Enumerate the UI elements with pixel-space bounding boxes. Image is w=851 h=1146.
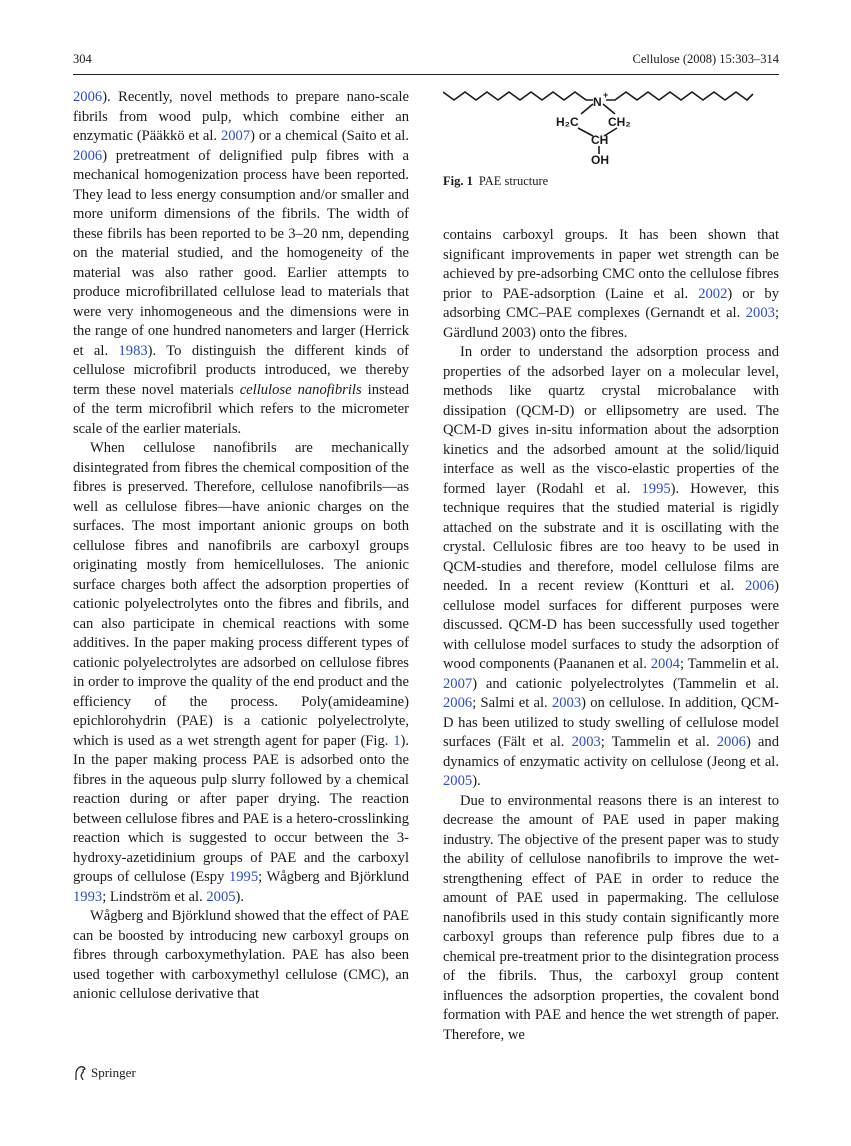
text-run: ). In the paper making process PAE is adsorbed onto the fibres in the aqueous pulp slurry followed by a chemical reaction during or after paper drying. The reaction between cellulose fibres and PAE is a hetero-crosslinking reaction which is suggested to occur between the 3-hydroxy-azetidinium groups of PAE and the carboxyl groups of cellulose (Espy <box>73 732 409 885</box>
charge-label: + <box>603 90 609 100</box>
publisher-name: Springer <box>91 1065 136 1080</box>
paragraph <box>443 343 779 792</box>
text-run: ). <box>472 773 481 789</box>
text-run: ) or a chemical (Saito et al. <box>250 128 410 144</box>
nitrogen-label: N <box>593 95 602 109</box>
text-run: In order to understand the adsorption process and properties of the adsorbed layer on a molecular level, methods like quartz crystal microbalance with dissipation (QCM-D) or ellipsometry are used. The QCM-D gives in-situ information about the adsorption kinetics and the adsorbed amount at the solid/liquid interface as well as the visco-elastic properties of the formed layer (Rodahl et al. <box>443 344 779 497</box>
paragraph <box>443 792 779 1046</box>
paragraph <box>73 88 409 439</box>
citation-link[interactable]: 2004 <box>650 656 680 672</box>
journal-reference: Cellulose (2008) 15:303–314 <box>632 52 779 66</box>
figure-link[interactable]: 1 <box>393 732 401 749</box>
citation-link[interactable]: 2002 <box>698 285 728 302</box>
text-run: Wågberg and Björklund showed that the effect of PAE can be boosted by introducing new carboxyl groups on fibres through carboxymethylation. PAE has also been used together with carboxymethyl cellulose (CMC), an anionic cellulose derivative that <box>73 908 409 1002</box>
citation-link[interactable]: 2006 <box>73 89 103 105</box>
text-run: ) pretreatment of delignified pulp fibres with a mechanical homogenization process have been reported. They lead to less energy consumption and/or smaller and more uniform dimensions of the fibrils. The width of these fibrils has been reported to be 3–20 nm, depending on the material studied, and the homogeneity of the material was also rather good. Earlier attempts to produce microfibrillated cellulose lead to materials that were very inhomogeneous and the dimensions were in the range of one hundred nanometers and larger (Herrick et al. <box>73 147 409 359</box>
right-column <box>443 226 779 1045</box>
text-run: ) and cationic polyelectrolytes (Tammelin et al. <box>472 675 779 692</box>
text-run: ; Lindström et al. <box>102 888 207 905</box>
left-alkyl-chain <box>443 92 593 100</box>
text-run: Due to environmental reasons there is an interest to decrease the amount of PAE used in paper making industry. The objective of the present paper was to study the ability of cellulose nanofibrils to improve the wet-strengthening effect of PAE in order to reduce the amount of PAE used in papermaking. The cellulose nanofibrils used in this study contain significantly more carboxyl groups than reference pulp fibres due to a chemical pre-treatment prior to the disintegration process of the fibrils. Thus, the carboxyl group content influences the adsorption properties, the covalent bond formation with PAE and hence the wet strength of paper. Therefore, we <box>443 792 779 1043</box>
citation-link[interactable]: 2006 <box>744 578 775 594</box>
citation-link[interactable]: 2003 <box>551 695 582 711</box>
ch2-label: CH₂ <box>608 115 631 129</box>
running-header <box>73 52 779 75</box>
citation-link[interactable]: 2006 <box>716 734 746 750</box>
citation-link[interactable]: 1993 <box>73 888 103 905</box>
citation-link[interactable]: 2005 <box>206 888 236 905</box>
text-run: ). To distinguish the different kinds of cellulose microfibril products introduced, we thereby term these novel materials <box>73 342 409 398</box>
text-run: ). However, this technique requires that the studied material is rigidly attached on the substrate and it is oscillating with the crystal. Cellulosic fibres are too heavy to be used in QCM-studies and therefore, model cellulose films are needed. In a recent review (Kontturi et al. <box>443 480 779 594</box>
page-number: 304 <box>73 52 92 66</box>
citation-link[interactable]: 1995 <box>228 869 259 885</box>
h2c-label: H₂C <box>556 115 579 129</box>
ch-label: CH <box>591 133 609 147</box>
text-run: ) and dynamics of enzymatic activity on cellulose (Jeong et al. <box>443 734 779 770</box>
citation-link[interactable]: 1995 <box>641 480 671 497</box>
text-run: ; Tammelin et al. <box>679 656 779 672</box>
paragraph <box>73 439 409 907</box>
text-run: ) or by adsorbing CMC–PAE complexes (Gernandt et al. <box>443 285 779 321</box>
italic-term: cellulose nanofibrils <box>239 381 362 398</box>
text-run: ; Gärdlund 2003) onto the fibres. <box>443 305 779 341</box>
text-run: ; Wågberg and Björklund <box>258 869 409 885</box>
text-run: contains carboxyl groups. It has been shown that significant improvements in paper wet strength can be achieved by pre-adsorbing CMC onto the cellulose fibres prior to PAE-adsorption (Laine et al. <box>443 227 779 302</box>
text-run: ). <box>235 888 245 905</box>
left-column <box>73 88 409 1005</box>
figure-caption-text: PAE structure <box>478 174 549 188</box>
text-run: ; Tammelin et al. <box>600 734 717 750</box>
page-footer <box>73 1065 136 1081</box>
citation-link[interactable]: 2006 <box>443 695 473 711</box>
text-run: ) cellulose model surfaces for different purposes were discussed. QCM-D has been successfully used together with cellulose model surfaces to study the adsorption of wood components (Paananen et al. <box>443 578 779 672</box>
bond-n-left <box>581 104 593 114</box>
citation-link[interactable]: 2007 <box>220 128 251 144</box>
text-run: ). Recently, novel methods to prepare nano-scale fibrils from wood pulp, which combine either an enzymatic (Pääkkö et al. <box>73 89 409 144</box>
citation-link[interactable]: 2006 <box>73 147 103 164</box>
citation-link[interactable]: 2005 <box>443 773 473 789</box>
oh-label: OH <box>591 153 609 167</box>
text-run: instead of the term microfibril which refers to the micrometer scale of the earlier materials. <box>73 381 409 437</box>
springer-horse-icon <box>73 1065 87 1081</box>
pae-structure-drawing <box>443 84 779 174</box>
text-run: ) on cellulose. In addition, QCM-D has been utilized to study swelling of cellulose model surfaces (Fält et al. <box>443 695 779 750</box>
paragraph <box>73 907 409 1005</box>
right-alkyl-chain <box>606 92 753 100</box>
citation-link[interactable]: 2003 <box>745 305 775 321</box>
figure-caption <box>443 174 548 189</box>
text-run: ; Salmi et al. <box>472 695 552 711</box>
figure-label: Fig. 1 <box>443 174 473 188</box>
paragraph <box>443 226 779 343</box>
citation-link[interactable]: 2003 <box>571 734 601 750</box>
citation-link[interactable]: 2007 <box>443 675 473 692</box>
bond-n-right <box>603 104 615 114</box>
citation-link[interactable]: 1983 <box>118 342 148 359</box>
text-run: When cellulose nanofibrils are mechanically disintegrated from fibres the chemical composition of the fibres is preserved. Therefore, cellulose nanofibrils—as well as cellulose fibres—have anionic charges on the surfaces. The most important anionic groups on both cellulose fibres and nanofibrils are carboxyl groups originating mostly from hemicelluloses. The anionic surface charges both affect the adsorption properties of cationic polyelectrolytes onto the fibres and fibrils, and can also participate in chemical reactions with some additives. In the paper making process different types of cationic polyelectrolytes are adsorbed on cellulose fibres in order to improve the quality of the end product and the efficiency of the process. Poly(amideamine) epichlorohydrin (PAE) is a cationic polyelectrolyte, which is used as a wet strength agent for paper (Fig. <box>73 440 409 749</box>
